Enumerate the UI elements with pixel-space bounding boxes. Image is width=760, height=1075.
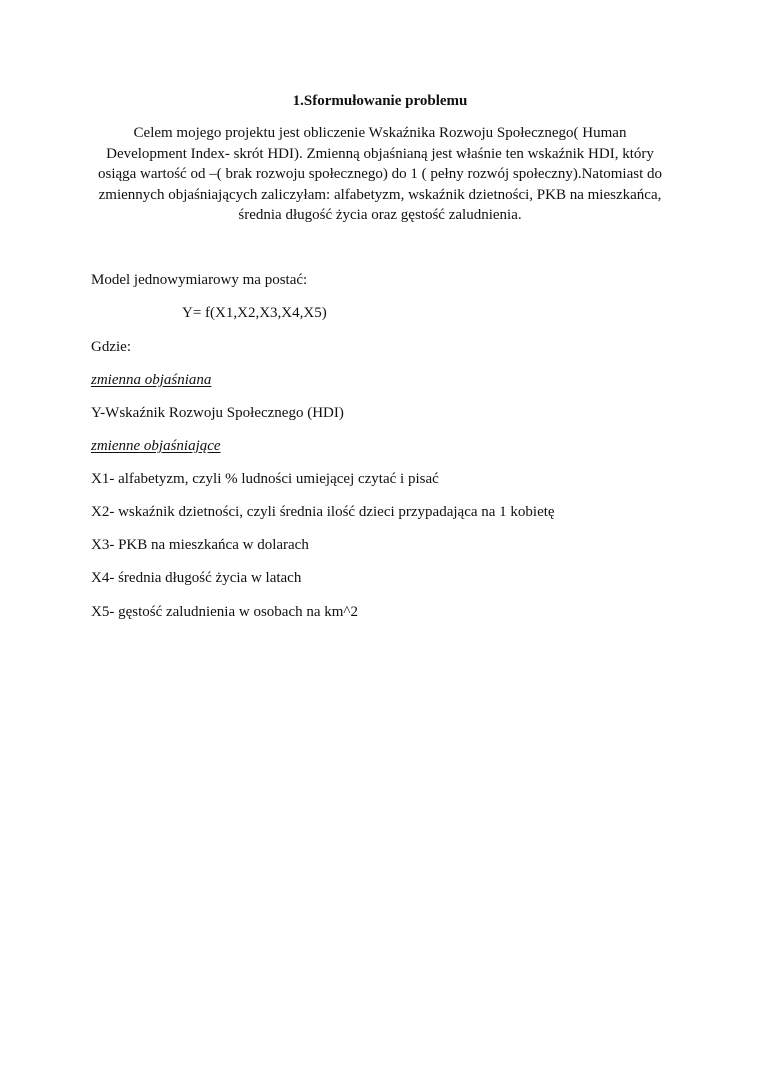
dependent-variable: Y-Wskaźnik Rozwoju Społecznego (HDI) [91, 405, 344, 421]
intro-line: zmiennych objaśniających zaliczyłam: alfabetyzm, wskaźnik dzietności, PKB na mieszkańca, [98, 186, 662, 203]
independent-variable-x2: X2- wskaźnik dzietności, czyli średnia ilość dzieci przypadająca na 1 kobietę [91, 504, 555, 520]
section-title: 1.Sformułowanie problemu [292, 93, 468, 109]
intro-line: Celem mojego projektu jest obliczenie Wskaźnika Rozwoju Społecznego( Human [133, 125, 627, 141]
independent-variable-x5: X5- gęstość zaludnienia w osobach na km^2 [91, 604, 358, 620]
dependent-variable-heading: zmienna objaśniana [91, 372, 212, 388]
where-label: Gdzie: [91, 339, 131, 355]
independent-variables-heading: zmienne objaśniające [91, 438, 221, 454]
independent-variable-x3: X3- PKB na mieszkańca w dolarach [91, 537, 309, 553]
intro-paragraph [80, 123, 680, 226]
model-intro: Model jednowymiarowy ma postać: [91, 272, 308, 288]
intro-line: średnia długość życia oraz gęstość zaludnienia. [238, 207, 522, 223]
independent-variable-x1: X1- alfabetyzm, czyli % ludności umiejącej czytać i pisać [91, 471, 439, 487]
independent-variable-x4: X4- średnia długość życia w latach [91, 570, 302, 586]
dependent-heading-row [91, 370, 211, 390]
model-formula: Y= f(X1,X2,X3,X4,X5) [182, 305, 327, 321]
intro-line: osiąga wartość od –( brak rozwoju społecznego) do 1 ( pełny rozwój społeczny).Natomiast do [97, 166, 662, 182]
intro-line: Development Index- skrót HDI). Zmienną objaśnianą jest właśnie ten wskaźnik HDI, który [106, 145, 654, 162]
independent-heading-row [91, 436, 221, 456]
